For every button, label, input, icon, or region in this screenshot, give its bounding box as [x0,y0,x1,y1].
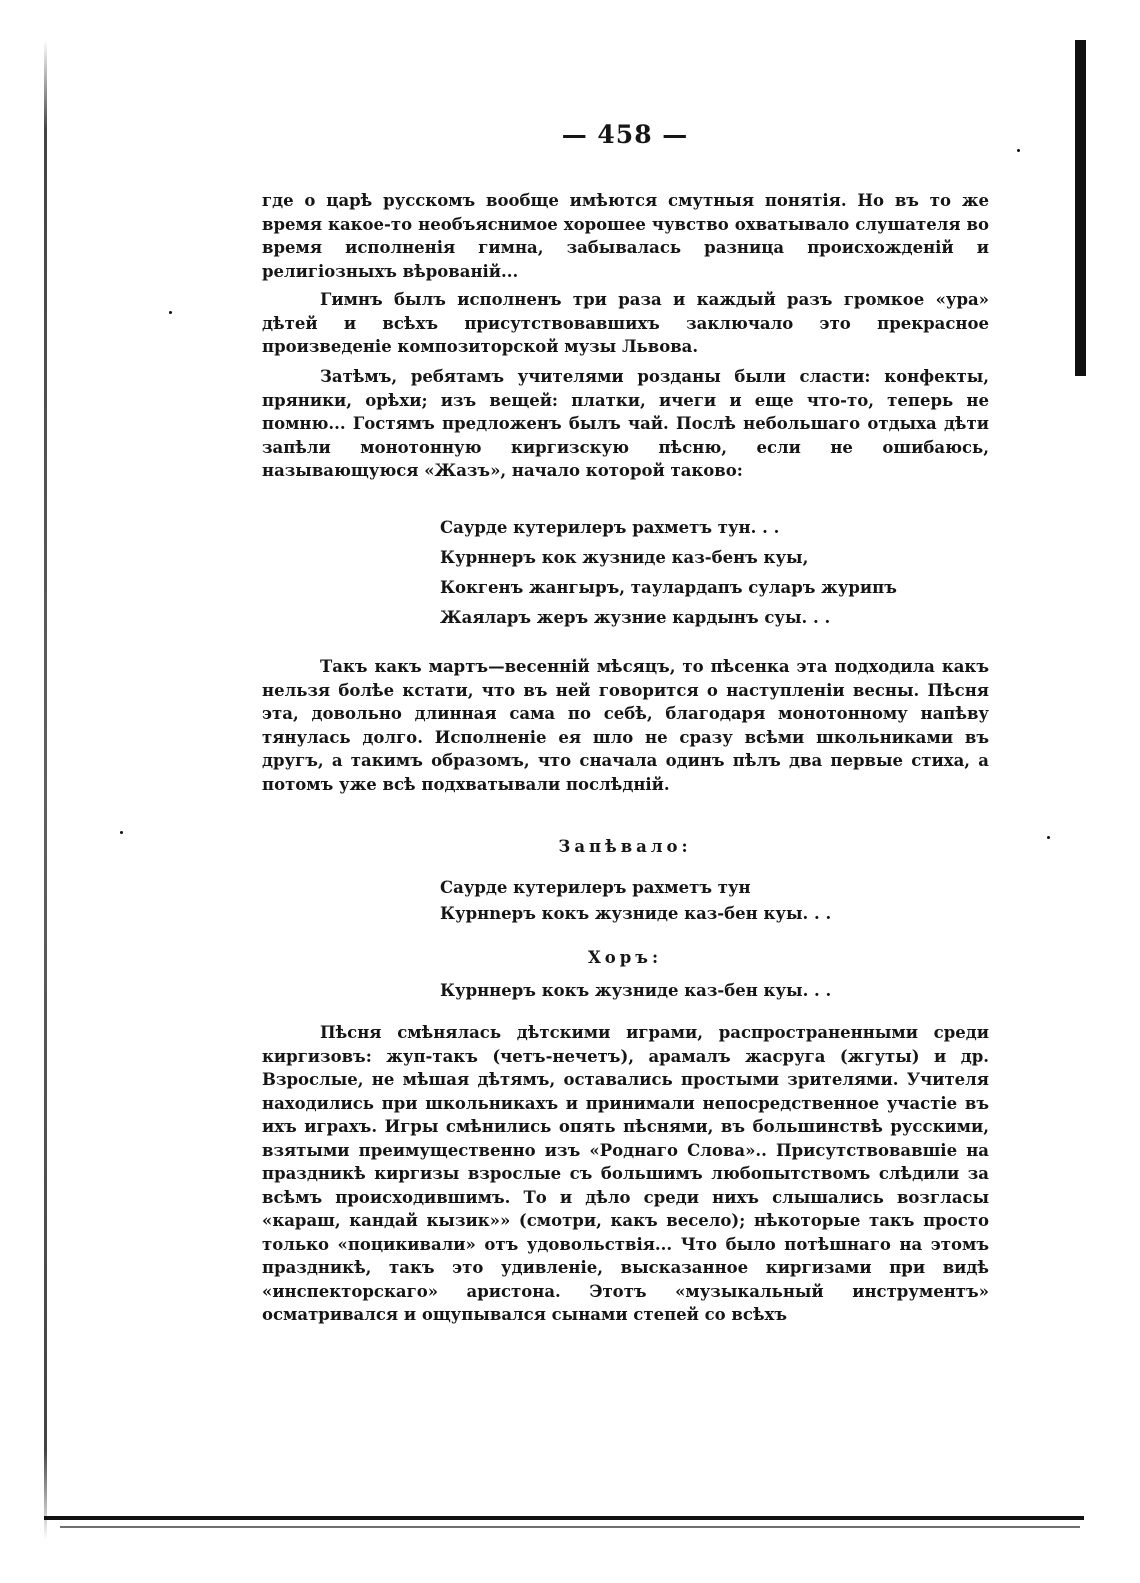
lead-singer-lines [440,875,831,927]
paragraph-hymn-continuation: где о царѣ русскомъ вообще имѣются смутныя понятія. Но въ то же время какое-то необъяснимое хорошее чувство охватывало слушателя во время исполненія гимна, забывалась разница происхожденій и религіозныхъ вѣрованій... [262,191,989,281]
scan-left-edge [44,40,47,1540]
chorus-lines [440,978,831,1004]
verse-line: Курнnеръ кокъ жузниде каз-бен куы. . . [440,904,832,923]
paragraph-sweets-and-song: Затѣмъ, ребятамъ учителями розданы были сласти: конфекты, пряники, орѣхи; изъ вещей: платки, ичеги и еще что-то, теперь не помню... Гостямъ предложенъ былъ чай. Послѣ небольшаго отдыха дѣти запѣли монотонную киргизскую пѣсню, если не ошибаюсь, называющуюся «Жазъ», начало которой таково: [262,367,989,480]
verse-line: Саурде кутерилеръ рахметъ тун [440,878,751,897]
scan-speck [1017,149,1020,152]
scan-bottom-line [44,1516,1084,1520]
verse-line: Курннеръ кок жузниде каз-бенъ куы, [440,548,809,567]
scan-speck [169,311,172,314]
lead-singer-heading: Запѣвало: [558,837,692,856]
song-verse [440,513,897,633]
verse-line: Курннеръ кокъ жузниде каз-бен куы. . . [440,981,832,1000]
chorus-heading: Хоръ: [587,948,663,967]
scan-bottom-line-secondary [60,1526,1080,1528]
scan-right-bar [1075,40,1086,376]
paragraph-hymn-performed: Гимнъ былъ исполненъ три раза и каждый разъ громкое «ура» дѣтей и всѣхъ присутствовавшихъ заключало это прекрасное произведеніе композиторской музы Львова. [262,290,989,356]
verse-line: Саурде кутерилеръ рахметъ тун. . . [440,518,780,537]
paragraph-spring-song: Такъ какъ мартъ—весенній мѣсяцъ, то пѣсенка эта подходила какъ нельзя болѣе кстати, что въ ней говорится о наступленіи весны. Пѣсня эта, довольно длинная сама по себѣ, благодаря монотонному напѣву тянулась долго. Исполненіе ея шло не сразу всѣми школьниками въ другъ, а такимъ образомъ, что сначала одинъ пѣлъ два первые стиха, а потомъ уже всѣ подхватывали послѣдній. [262,657,989,794]
verse-line: Кокгенъ жангыръ, таулардапъ суларъ журипъ [440,578,897,597]
verse-line: Жаялаpъ жеръ жузние кардынъ суы. . . [440,608,831,627]
page-number: — 458 — [561,120,689,149]
scan-speck [120,831,123,834]
paragraph-games: Пѣсня смѣнялась дѣтскими играми, распространенными среди киргизовъ: жуп-такъ (четъ-нечетъ), арамалъ жасруга (жгуты) и др. Взрослые, не мѣшая дѣтямъ, оставались простыми зрителями. Учителя находились при школьникахъ и принимали непосредственное участіе въ ихъ играхъ. Игры смѣнились опять пѣснями, въ большинствѣ русскими, взятыми преимущественно изъ «Роднаго Слова».. Присутствовавшіе на праздникѣ киргизы взрослые съ большимъ любопытствомъ слѣдили за всѣмъ происходившимъ. То и дѣло среди нихъ слышались возгласы «караш, кандай кызик»» (смотри, какъ весело); нѣкоторые такъ просто только «поцикивали» отъ удовольствія... Что было потѣшнаго на этомъ праздникѣ, такъ это удивленіе, высказанное киргизами при видѣ «инспекторскаго» аристона. Этотъ «музыкальный инструментъ» осматривался и ощупывался сынами степей со всѣхъ [262,1023,989,1324]
